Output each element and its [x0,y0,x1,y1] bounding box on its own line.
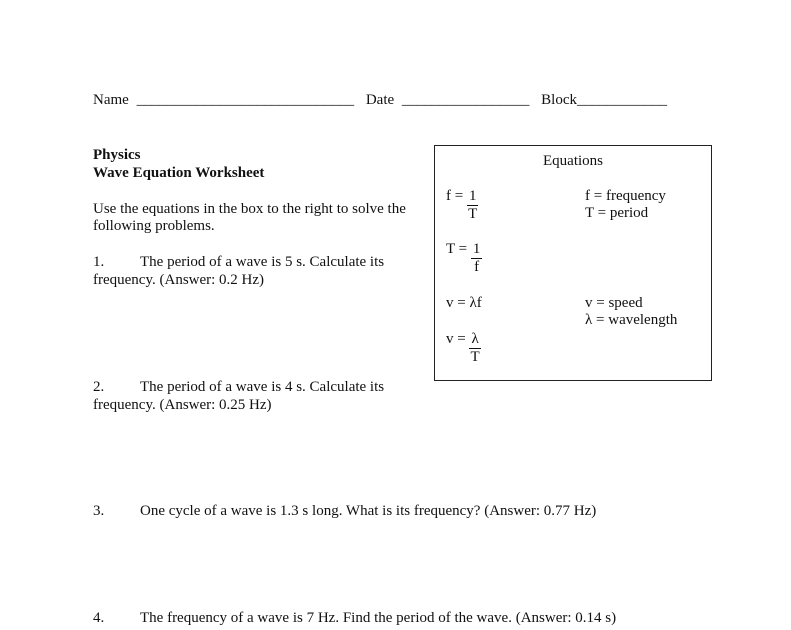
definition-wavelength: λ = wavelength [585,312,678,328]
question-4 [93,609,616,627]
worksheet-title: Wave Equation Worksheet [93,165,265,181]
question-number: 4. [93,610,105,626]
question-text: The period of a wave is 4 s. Calculate its [140,379,385,395]
question-text: The period of a wave is 5 s. Calculate its [140,254,385,270]
fraction-denominator: f [474,259,480,275]
equation-lhs: v = [446,331,470,347]
question-1-line-2: frequency. (Answer: 0.2 Hz) [93,272,265,288]
name-field-line[interactable]: _____________________________ [136,92,355,108]
block-label: Block [541,92,577,108]
fraction [471,241,483,276]
equation-frequency [446,188,478,223]
equation-period [446,241,482,276]
definition-frequency: f = frequency [585,188,666,204]
question-number: 2. [93,379,105,395]
question-text: The frequency of a wave is 7 Hz. Find the period of the wave. (Answer: 0.14 s) [140,610,617,626]
block-field-line[interactable]: ____________ [577,92,667,108]
definition-speed: v = speed [585,295,643,311]
fraction [467,188,479,223]
question-1-line-1 [93,253,384,271]
fraction-numerator: 1 [472,241,481,257]
date-field-line[interactable]: _________________ [401,92,530,108]
question-number: 1. [93,254,105,270]
equation-speed-period [446,331,481,366]
equation-speed: v = λf [446,295,482,311]
question-2-line-1 [93,378,384,396]
question-2-line-2: frequency. (Answer: 0.25 Hz) [93,397,272,413]
question-3 [93,502,596,520]
fraction-denominator: T [468,206,478,222]
fraction-numerator: λ [471,331,479,347]
equations-title: Equations [543,153,603,169]
fraction-numerator: 1 [468,188,477,204]
equation-lhs: f = [446,188,467,204]
subject-heading: Physics [93,147,141,163]
date-label: Date [365,92,395,108]
question-text: One cycle of a wave is 1.3 s long. What is its frequency? (Answer: 0.77 Hz) [140,503,597,519]
question-number: 3. [93,503,105,519]
name-label: Name [93,92,129,108]
equation-lhs: T = [446,241,471,257]
fraction-denominator: T [470,349,480,365]
instructions-line-1: Use the equations in the box to the right to solve the [93,201,406,217]
instructions-line-2: following problems. [93,218,215,234]
equations-box [434,145,712,381]
fraction [469,331,480,366]
header-fields [93,91,667,109]
definition-period: T = period [585,205,649,221]
